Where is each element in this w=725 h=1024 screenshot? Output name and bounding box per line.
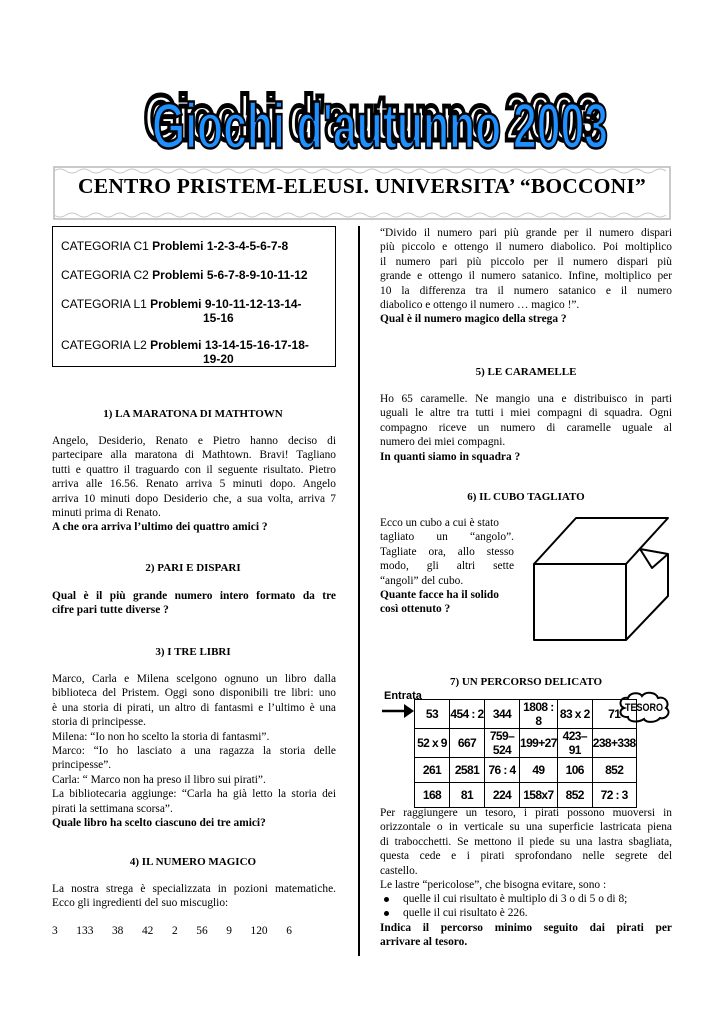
grid-cell: 667 — [450, 729, 485, 758]
entrance-label: Entrata — [384, 690, 422, 702]
ingredient: 38 — [111, 925, 124, 937]
grid-cell: 49 — [520, 758, 558, 783]
grid-cell: 238+338 — [592, 729, 636, 758]
problem-1-text: Angelo, Desiderio, Renato e Pietro hanno deciso di partecipare alla maratona di Mathtown. Bravi! Tagliano tutti e quattro il traguardo con il seguente risultato. Pietro arriva alle 16.56. Renato arriva 5 minuti dopo. Angelo arriva 10 minuti dopo Desiderio che, a sua volta, arriva 7 minuti prima di Renato. A che ora arriva l’ultimo dei quattro amici ? — [52, 435, 336, 534]
page-subtitle: CENTRO PRISTEM-ELEUSI. UNIVERSITA’ “BOCCONI” — [78, 174, 646, 198]
problem-4-question: Qual è il numero magico della strega ? — [380, 313, 567, 326]
problem-4-continued: “Divido il numero pari più grande per il numero dispari più piccolo e ottengo il numero diabolico. Poi moltiplico il numero pari più piccolo per il numero dispari più grande e ottengo il numero satanico. Infine, moltiplico per 10 la differenza tra il numero satanico e il numero diabolico e ottengo il numero … magico !”. Qual è il numero magico della strega ? — [380, 227, 672, 326]
problem-7-heading: 7) UN PERCORSO DELICATO — [449, 676, 603, 688]
grid-cell: 261 — [415, 758, 450, 783]
problem-5-text: Ho 65 caramelle. Ne mangio una e distribuisco in parti uguali le altre tra tutti i miei compagni di squadra. Ogni compagno riceve un numero di caramelle uguale al numero dei miei compagni. In quanti siamo in squadra ? — [380, 393, 672, 463]
ingredient: 56 — [196, 925, 208, 937]
ingredient: 6 — [286, 925, 292, 937]
grid-cell: 199+27 — [520, 729, 558, 758]
path-grid — [414, 699, 637, 808]
grid-cell: 53 — [415, 700, 450, 729]
category-l2: CATEGORIA L2 Problemi 13-14-15-16-17-18- — [61, 338, 309, 352]
grid-cell: 423–91 — [557, 729, 592, 758]
grid-cell: 759–524 — [485, 729, 520, 758]
grid-cell: 168 — [415, 783, 450, 808]
grid-row — [415, 783, 637, 808]
ingredient: 120 — [250, 925, 268, 937]
grid-cell: 71 — [592, 700, 636, 729]
category-c1: CATEGORIA C1 Problemi 1-2-3-4-5-6-7-8 — [61, 239, 289, 253]
ingredient: 133 — [76, 925, 94, 937]
bullet-icon — [384, 911, 389, 916]
problem-6-heading: 6) IL CUBO TAGLIATO — [467, 491, 585, 503]
grid-row — [415, 700, 637, 729]
category-box — [52, 226, 336, 367]
ingredient: 2 — [171, 925, 178, 937]
problem-3-text: Marco, Carla e Milena scelgono ognuno un libro dalla biblioteca del Pristem. Oggi sono disponibili tre libri: uno è una storia di pirati, un altro di fantasmi e l’ultimo è una storia di principesse. Milena: “Io non ho scelto la storia di fantasmi”. Marco: “Io ho lasciato a una ragazza la storia delle principesse”. Carla: “ Marco non ha preso il libro sui pirati”. La bibliotecaria aggiunge: “Carla ha già letto la storia dei pirati la settimana scorsa”. Quale libro ha scelto ciascuno dei tre amici? — [52, 673, 336, 830]
ingredient: 3 — [52, 925, 58, 937]
grid-cell: 158x7 — [520, 783, 558, 808]
grid-cell: 852 — [592, 758, 636, 783]
problem-6-question: Quante facce ha il solido — [380, 589, 499, 602]
title-text: Giochi d'autunno 2003 — [152, 90, 608, 160]
grid-cell: 454 : 2 — [450, 700, 485, 729]
grid-cell: 2581 — [450, 758, 485, 783]
ingredient: 9 — [226, 925, 232, 937]
problem-4-text: La nostra strega è specializzata in pozioni matematiche. Ecco gli ingredienti del suo miscuglio: — [52, 883, 336, 910]
grid-row — [415, 758, 637, 783]
grid-cell: 106 — [557, 758, 592, 783]
problem-2-text: Qual è il più grande numero intero formato da tre cifre pari tutte diverse ? — [52, 590, 336, 617]
problem-3-heading: 3) I TRE LIBRI — [155, 646, 231, 658]
problem-7-question: Indica il percorso minimo seguito dai pirati per arrivare al tesoro. — [380, 922, 672, 949]
problem-1-question: A che ora arriva l’ultimo dei quattro amici ? — [52, 521, 268, 534]
grid-cell: 344 — [485, 700, 520, 729]
ingredients-list — [52, 925, 292, 937]
problem-4-heading: 4) IL NUMERO MAGICO — [129, 856, 257, 868]
grid-cell: 1808 : 8 — [520, 700, 558, 729]
grid-cell: 52 x 9 — [415, 729, 450, 758]
grid-row — [415, 729, 637, 758]
problem-1-heading: 1) LA MARATONA DI MATHTOWN — [103, 408, 283, 420]
bullet-icon — [384, 897, 389, 902]
title-text-shadow: Giochi d'autunno 2003 — [144, 88, 600, 154]
category-c2: CATEGORIA C2 Problemi 5-6-7-8-9-10-11-12 — [61, 268, 308, 282]
cut-cube-figure — [530, 512, 672, 644]
grid-cell: 81 — [450, 783, 485, 808]
column-divider — [358, 226, 360, 956]
problem-7-text: Per raggiungere un tesoro, i pirati possono muoversi in orizzontale o in verticale su una superficie lastricata piena di trabocchetti. Se mettono il piede su una lastra sbagliata, questa cede e i pirati sprofondano nelle segrete del castello. Le lastre “pericolose”, che bisogna evitare, sono : — [380, 807, 672, 892]
problem-5-question: In quanti siamo in squadra ? — [380, 450, 521, 463]
ingredient: 42 — [141, 925, 154, 937]
treasure-label: TESORO — [625, 702, 664, 714]
grid-cell: 72 : 3 — [592, 783, 636, 808]
problem-3-question: Quale libro ha scelto ciascuno dei tre amici? — [52, 817, 266, 830]
problem-5-heading: 5) LE CARAMELLE — [475, 366, 577, 378]
title-logo — [140, 88, 620, 160]
category-l1: CATEGORIA L1 Problemi 9-10-11-12-13-14- — [61, 297, 302, 311]
grid-cell: 852 — [557, 783, 592, 808]
rule-item: quelle il cui risultato è multiplo di 3 o di 5 o di 8; — [384, 893, 627, 905]
category-l2-cont: 19-20 — [203, 352, 234, 366]
grid-cell: 224 — [485, 783, 520, 808]
grid-cell: 76 : 4 — [485, 758, 520, 783]
problem-2-heading: 2) PARI E DISPARI — [145, 562, 241, 574]
entrance-arrow-icon — [380, 700, 416, 722]
category-l1-cont: 15-16 — [203, 311, 234, 325]
problem-6-text: Ecco un cubo a cui è stato tagliato un “angolo”. Tagliate ora, allo stesso modo, gli altri sette “angoli” del cubo. Quante facce ha il solido così ottenuto ? — [380, 517, 514, 616]
rule-item: quelle il cui risultato è 226. — [384, 907, 528, 919]
grid-cell: 83 x 2 — [557, 700, 592, 729]
